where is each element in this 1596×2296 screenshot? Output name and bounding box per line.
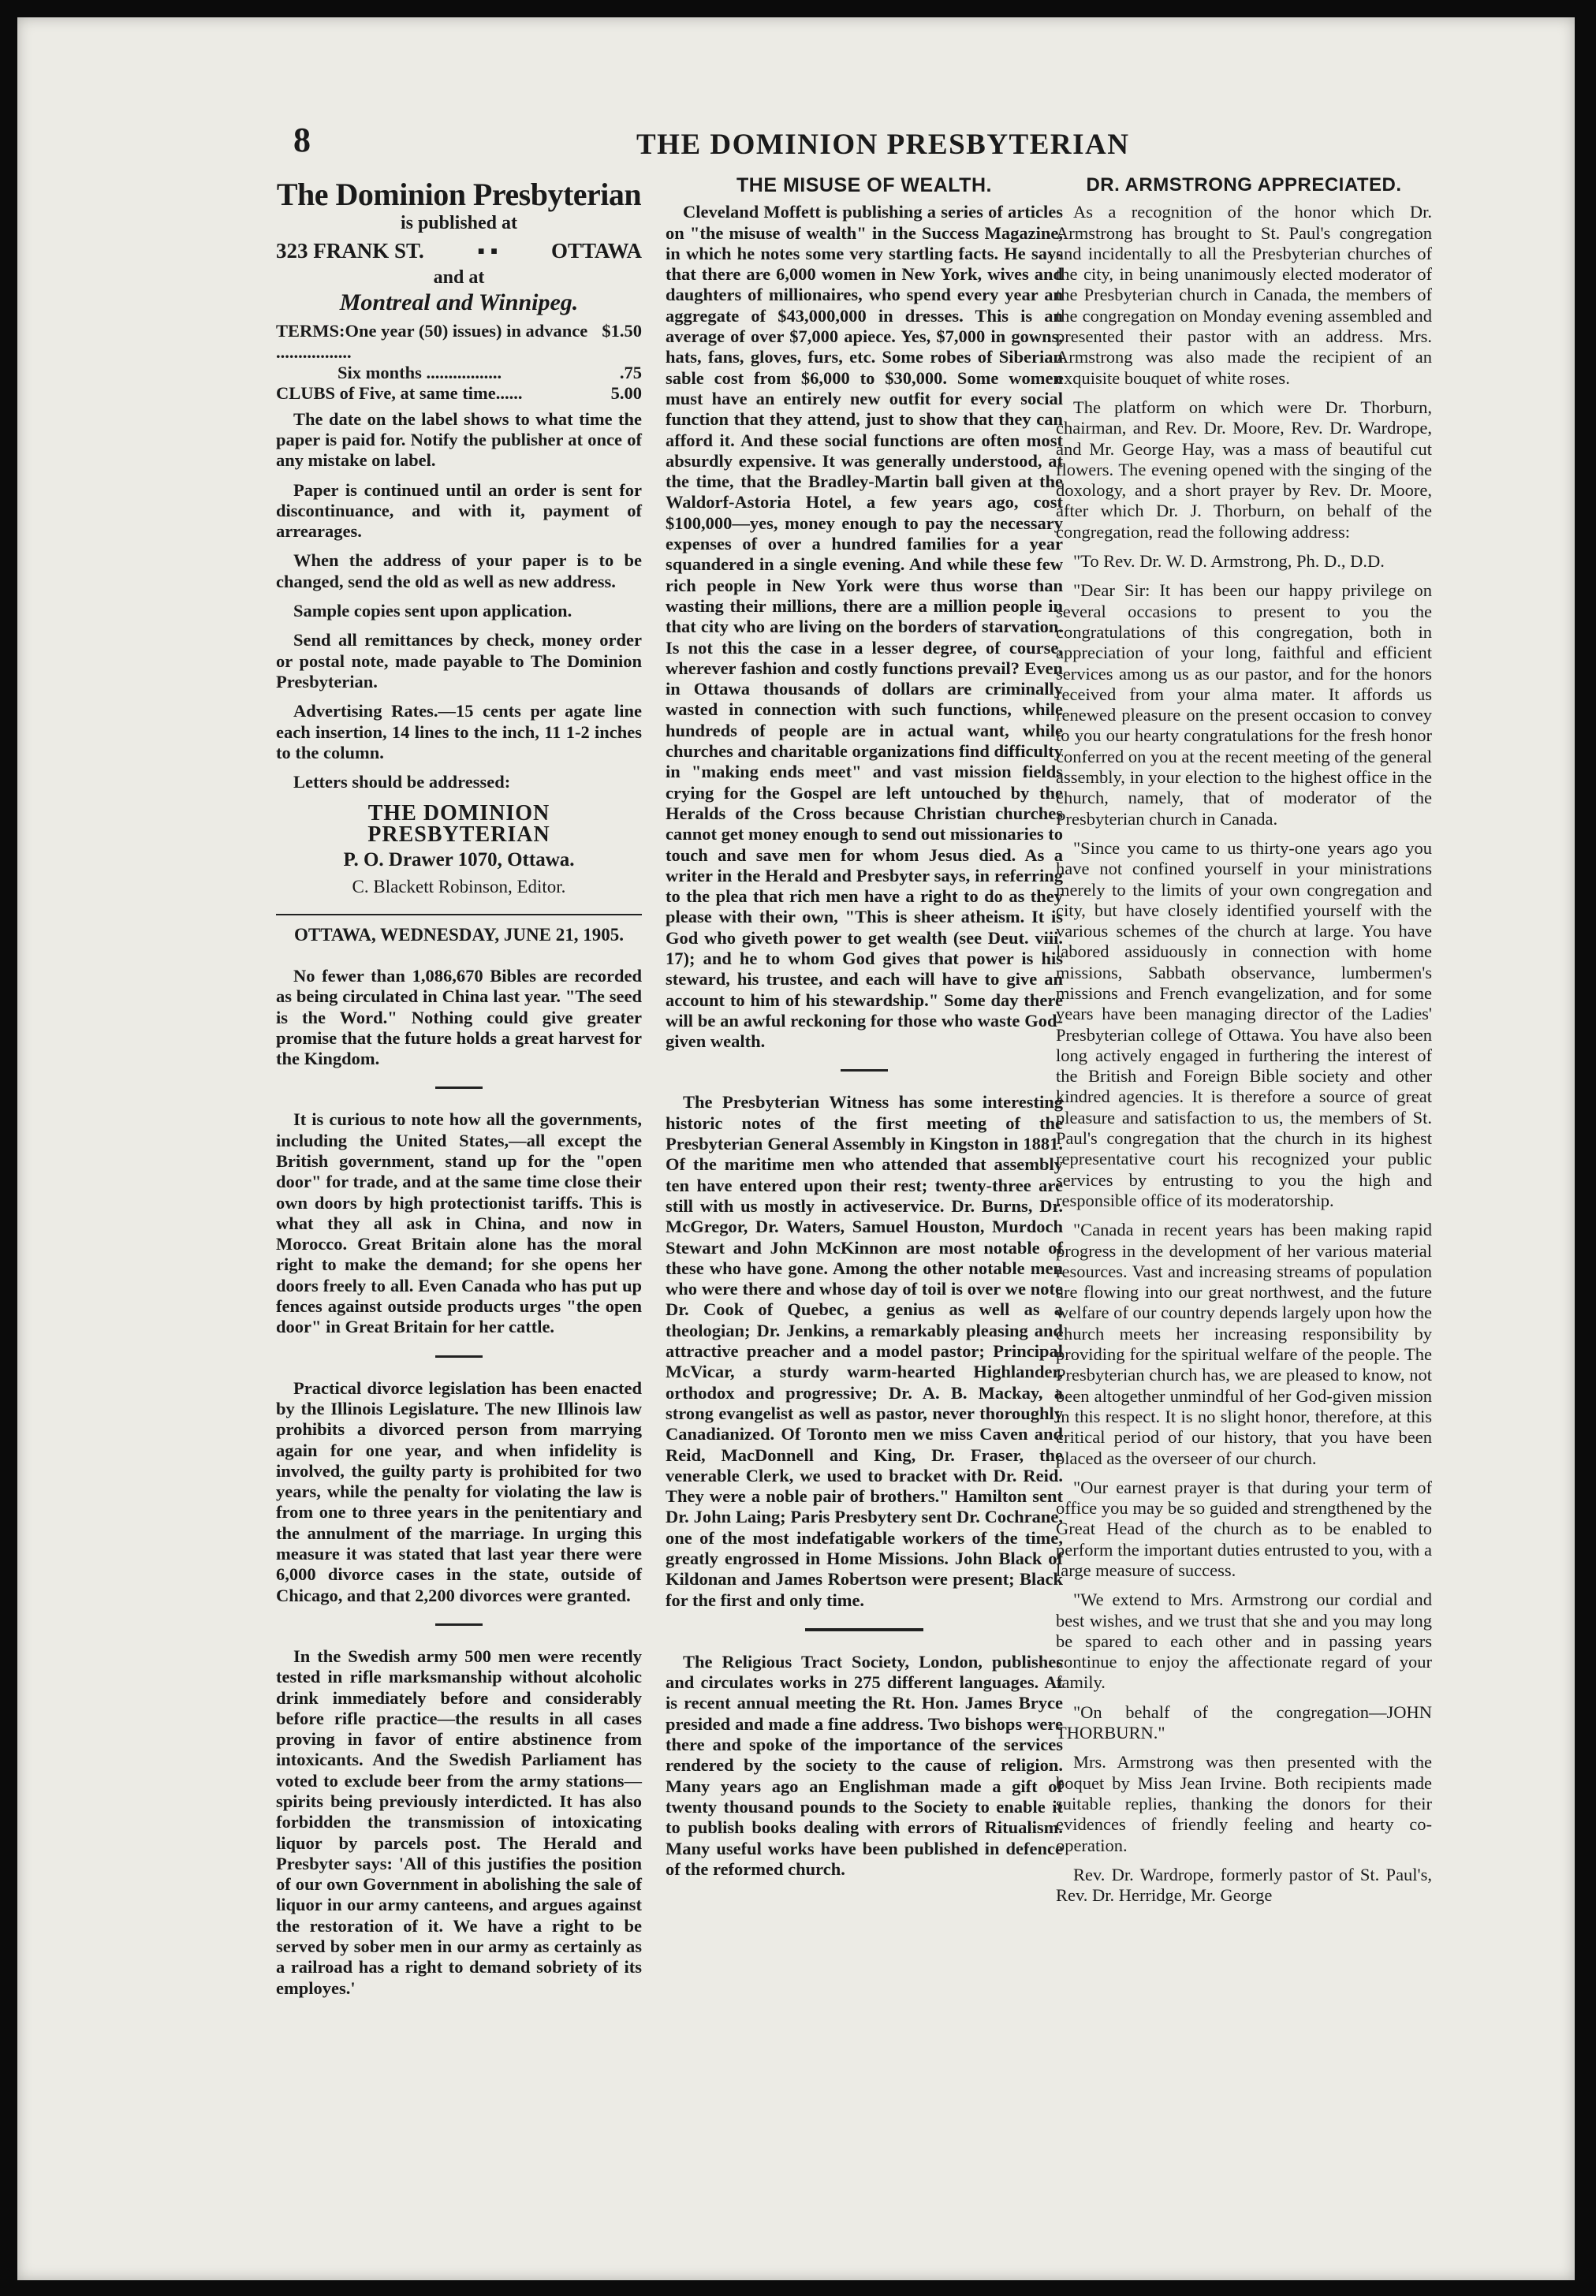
page-number: 8 xyxy=(293,121,311,159)
address-name: THE DOMINION PRESBYTERIAN xyxy=(367,801,550,847)
terms-row xyxy=(276,363,642,383)
terms-value: $1.50 xyxy=(602,321,642,341)
editor-line: C. Blackett Robinson, Editor. xyxy=(352,877,566,897)
terms-label: TERMS:One year (50) issues) in advance ................. xyxy=(276,321,588,362)
column-2 xyxy=(666,175,1063,1888)
article-paragraph: "To Rev. Dr. W. D. Armstrong, Ph. D., D.D. xyxy=(1073,551,1385,572)
terms-label: CLUBS of Five, at same time...... xyxy=(276,383,523,404)
separator-rule xyxy=(435,1086,483,1089)
column-1 xyxy=(276,175,642,2007)
separator-rule xyxy=(841,1069,888,1072)
notice-paragraph: Advertising Rates.—15 cents per agate line each insertion, 14 lines to the inch, 11 1-2 inches to the column. xyxy=(276,701,642,762)
article-paragraph: "Canada in recent years has been making rapid progress in the development of her various material resources. Vast and increasing streams of population are flowing into our great northwest, and the future welfare of our country depends largely upon how the church meets her increasing responsibility by providing for the spiritual welfare of the people. The Presbyterian church has, we are pleased to know, not been altogether unmindful of her God-given mission in this respect. It is no slight honor, therefore, at this critical period of our history, that you have been placed as the overseer of our church. xyxy=(1056,1220,1432,1468)
editorial-note: No fewer than 1,086,670 Bibles are recorded as being circulated in China last year. "The seed is the Word." Nothing could give greater promise that the future holds a great harvest for the Kingdom. xyxy=(276,965,642,1069)
editorial-notes xyxy=(276,966,642,1999)
masthead-notices xyxy=(276,409,642,793)
masthead-address xyxy=(276,240,642,261)
column-3 xyxy=(1056,175,1432,1914)
article-paragraph: The platform on which were Dr. Thorburn, chairman, and Rev. Dr. Moore, Rev. Dr. Wardrope, and Mr. George Hay, was a mass of beautiful cut flowers. The evening opened with the singing of the doxology, and a short prayer by Rev. Dr. Moore, after which Dr. J. Thorburn, on behalf of the congregation, read the following address: xyxy=(1056,397,1432,542)
notice-paragraph: Paper is continued until an order is sent for discontinuance, and with it, payment of arrearages. xyxy=(276,479,642,542)
separator-rule xyxy=(435,1623,483,1626)
article-paragraph: "Our earnest prayer is that during your term of office you may be so guided and strengthened by the Great Head of the church as to be enabled to perform the important duties entrusted to you, with a large measure of success. xyxy=(1056,1477,1432,1580)
address-drawer: P. O. Drawer 1070, Ottawa. xyxy=(343,849,575,871)
notice-paragraph: Sample copies sent upon application. xyxy=(293,601,572,621)
masthead-title: The Dominion Presbyterian xyxy=(276,177,642,212)
address-city: OTTAWA xyxy=(550,238,642,263)
running-head xyxy=(17,120,1575,167)
article-witness-body: The Presbyterian Witness has some interesting historic notes of the first meeting of the Presbyterian General Assembly in Kingston in 1881. Of the maritime men who attended that assembly ten have entered upon their rest; twenty-three are still with us mostly in activeservice. Dr. Burns, Dr. McGregor, Dr. Waters, Samuel Houston, Murdoch Stewart and John McKinnon are most notable of these who have gone. Among the other notable men who were there and whose day of toil is over we note Dr. Cook of Quebec, a genius as well as a theologian; Dr. Jenkins, a remarkably pleasing and attractive preacher and a model pastor; Principal McVicar, a sturdy warm-hearted Highlander, orthodox and progressive; Dr. A. B. Mackay, a strong evangelist as well as pastor, never thoroughly Canadianized. Of Toronto men we miss Caven and Reid, MacDonnell and King, Dr. Fraser, the venerable Clerk, we used to bracket with Dr. Reid. They were a noble pair of brothers." Hamilton sent Dr. John Laing; Paris Presbytery sent Dr. Cochrane, one of the most indefatigable workers of the time, greatly engrossed in Home Missions. John Black of Kildonan and James Robertson were present; Black for the first and only time. xyxy=(666,1092,1063,1610)
article-title-misuse: THE MISUSE OF WEALTH. xyxy=(736,174,992,196)
notice-paragraph: The date on the label shows to what time the paper is paid for. Notify the publisher at once of any mistake on label. xyxy=(276,408,642,471)
editorial-note: It is curious to note how all the governments, including the United States,—all except the British government, stand up for the "open door" for trade, and at the same time close their own doors by high protectionist tariffs. This is what they all ask in China, and now in Morocco. Great Britain alone has the moral right to make the demand; for she opens her doors freely to all. Even Canada who has put up fences against outside products urges "the open door" in Great Britain for her cattle. xyxy=(276,1109,642,1337)
article-paragraph: "Dear Sir: It has been our happy privilege on several occasions to present to you the congratulations of this congregation, both in appreciation of your long, faithful and efficient services among us as our pastor, and for the honors received from your alma mater. It affords us renewed pleasure on the present occasion to convey to you our hearty congratulations for the fresh honor conferred on you at the recent meeting of the general assembly, in your election to the highest office in the church, namely, that of moderator of the Presbyterian church in Canada. xyxy=(1056,580,1432,829)
article-paragraph: "We extend to Mrs. Armstrong our cordial and best wishes, and we trust that she and you may long be spared to each other and in passing years continue to enjoy the affectionate regard of your family. xyxy=(1056,1590,1432,1693)
newspaper-page xyxy=(17,17,1575,2280)
terms-row xyxy=(276,321,642,363)
terms-row xyxy=(276,383,642,404)
address-street: 323 FRANK ST. xyxy=(276,238,424,263)
article-paragraph: "Since you came to us thirty-one years ago you have not confined yourself in your ministrations merely to the limits of your own congregation and city, but have closely identified yourself with the various schemes of the church at large. You have labored assiduously in connection with home missions, Sabbath observance, lumbermen's missions and French evangelization, and for some years have been managing director of the Ladies' Presbyterian college of Ottawa. You have also been long actively engaged in furthering the interest of the British and Foreign Bible society and other kindred agencies. It is therefore a source of great pleasure and satisfaction to us, the members of St. Paul's congregation that the church in its highest representative court his recognized your public services by entrusting to you the high and responsible office of its moderatorship. xyxy=(1056,837,1432,1210)
article-paragraph: Rev. Dr. Wardrope, formerly pastor of St. Paul's, Rev. Dr. Herridge, Mr. George xyxy=(1056,1864,1432,1906)
masthead-cities: Montreal and Winnipeg. xyxy=(339,289,579,316)
editorial-note: In the Swedish army 500 men were recently tested in rifle marksmanship without alcoholic drink immediately before and considerably before rifle practice—the results in all cases proving in favor of entire abstinence from intoxicants. And the Swedish Parliament has voted to exclude beer from the army stations—spirits being previously interdicted. It has also forbidden the transmission of intoxicating liquor by parcels post. The Herald and Presbyter says: 'All of this justifies the position of our own Government in abolishing the sale of liquor in our army canteens, and argues against the restoration of it. We have a right to be served by sober men in our army as certainly as a railroad has a right to demand sobriety of its employes.' xyxy=(276,1646,642,1998)
separator-rule xyxy=(435,1355,483,1358)
separator-rule xyxy=(805,1628,923,1631)
editorial-note: Practical divorce legislation has been enacted by the Illinois Legislature. The new Illinois law prohibits a divorced person from marrying again for one year, and when infidelity is involved, the guilty party is prohibited for two years, while the penalty for violating the law is from one to three years in the penitentiary and the annulment of the marriage. In urging this measure it was stated that last year there were 6,000 divorce cases in the state, outside of Chicago, and that 2,200 divorces were granted. xyxy=(276,1377,642,1605)
article-title-armstrong: DR. ARMSTRONG APPRECIATED. xyxy=(1086,174,1402,196)
article-paragraph: As a recognition of the honor which Dr. Armstrong has brought to St. Paul's congregation and incidentally to all the Presbyterian churches of the city, in being unanimously elected moderator of the Presbyterian church in Canada, the members of the congregation on Monday evening assembled and presented their pastor with an address. Mrs. Armstrong was also made the recipient of an exquisite bouquet of white roses. xyxy=(1056,202,1432,388)
terms-value: 5.00 xyxy=(610,383,642,404)
article-misuse-body: Cleveland Moffett is publishing a series of articles on "the misuse of wealth" in the Success Magazine, in which he notes some very startling facts. He says that there are 6,000 women in New York, wives and daughters of millionaires, who spend every year an aggregate of $43,000,000 in dresses. This is an average of over $7,000 apiece. Yes, $7,000 in gowns, hats, fans, gloves, furs, etc. Some robes of Siberian sable cost from $6,000 to $30,000. Some women must have an entirely new outfit for every social function that they attend, just to show that they can afford it. And these social functions are often most absurdly expensive. It was generally understood, at the time, that the Bradley-Martin ball given at the Waldorf-Astoria Hotel, a few years ago, cost $100,000—yes, money enough to pay the necessary expenses of over a hundred families for a year squandered in a single evening. And while these few rich people in New York were thus worse than wasting their millions, there are a million people in that city who are living on the borders of starvation. Is not this the case in a lesser degree, of course, wherever fashion and costly functions prevail? Even in Ottawa thousands of dollars are criminally wasted in connection with such functions, while hundreds of people are in actual want, while churches and charitable organizations find difficulty in "making ends meet" and vast mission fields crying for the Gospel are left untouched by the Heralds of the Cross because Christian churches cannot get money enough to send out missionaries to touch and save men for whom Jesus died. As a writer in the Herald and Presbyter says, in referring to the plea that rich men have a right to do as they please with their own, "This is sheer atheism. It is God who giveth power to get wealth (see Deut. viii. 17); and he to whom God gives that power is his steward, his trustee, and each will have to give an account to him of his stewardship." Some day there will be an awful reckoning for those who waste God-given wealth. xyxy=(666,202,1063,1052)
notice-paragraph: Send all remittances by check, money order or postal note, made payable to The Dominion Presbyterian. xyxy=(276,630,642,691)
address-dots: ▪ ▪ xyxy=(477,238,498,263)
masthead-and-at: and at xyxy=(433,266,485,288)
article-tract-body: The Religious Tract Society, London, publishes and circulates works in 275 different languages. At is recent annual meeting the Rt. Hon. James Bryce presided and made a fine address. Two bishops were there and spoke of the importance of the services rendered by the society to the cause of religion. Many years ago an Englishman made a gift of twenty thousand pounds to the Society to enable it to publish books dealing with errors of Ritualism. Many useful works have been published in defence of the reformed church. xyxy=(666,1651,1063,1879)
notice-paragraph: Letters should be addressed: xyxy=(293,772,511,792)
terms-table xyxy=(276,321,642,404)
terms-label: Six months ................. xyxy=(337,363,502,383)
running-title: THE DOMINION PRESBYTERIAN xyxy=(636,129,1130,161)
article-paragraph: Mrs. Armstrong was then presented with the boquet by Miss Jean Irvine. Both recipients made suitable replies, thanking the donors for their evidences of friendly feeling and hearty co-operation. xyxy=(1056,1752,1432,1855)
terms-value: .75 xyxy=(619,363,642,383)
article-paragraph: "On behalf of the congregation—JOHN THORBURN." xyxy=(1056,1702,1432,1743)
masthead-published-at: is published at xyxy=(400,213,518,234)
dateline: OTTAWA, WEDNESDAY, JUNE 21, 1905. xyxy=(276,914,642,945)
notice-paragraph: When the address of your paper is to be changed, send the old as well as new address. xyxy=(276,550,642,591)
